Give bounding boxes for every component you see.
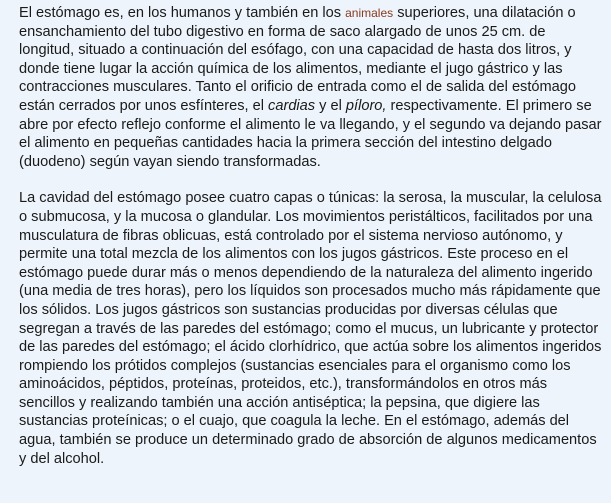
paragraph-stomach-layers: La cavidad del estómago posee cuatro capas o túnicas: la serosa, la muscular, la celulosa o submucosa, y la mucosa o glandular. Los movimientos peristálticos, facilitados por una musculatura de fibras oblicuas, está controlado por el sistema nervioso autónomo, y permite una total mezcla de los alimentos con los jugos gástricos. Este proceso en el estómago puede durar más o menos dependiendo de la naturaleza del alimento ingerido (una media de tres horas), pero los líquidos son procesados mucho más rápidamente que los sólidos. Los jugos gástricos son sustancias producidas por diversas células que segregan a través de las paredes del estómago; como el mucus, un lubricante y protector de las paredes del estómago; el ácido clorhídrico, que actúa sobre los alimentos ingeridos rompiendo los prótidos complejos (sustancias esenciales para el organismo como los aminoácidos, péptidos, proteínas, proteidos, etc.), transformándolos en otros más sencillos y realizando también una acción antiséptica; la pepsina, que digiere las sustancias proteínicas; o el cuajo, que coagula la leche. En el estómago, además del agua, también se produce un determinado grado de absorción de algunos medicamentos y del alcohol. [19, 190, 602, 467]
paragraph-text: superiores, una dilatación o ensanchamiento del tubo digestivo en forma de saco alargado de unos 25 cm. de longitud, situado a continuación del esófago, con una capacidad de hasta dos litros, y donde tiene lugar la acción química de los alimentos, mediante el jugo gástrico y las contracciones musculares. Tanto el orificio de entrada como el de salida del estómago están cerrados por unos esfínteres, el [19, 5, 577, 114]
paragraph-text: El estómago es, en los humanos y también en los [19, 5, 346, 21]
paragraph-text: y el [315, 97, 346, 114]
cardias-term: cardias [268, 97, 316, 114]
paragraph-text: respectivamente. El primero se abre por efecto reflejo conforme el alimento le va llegando, y el segundo va dejando pasar el alimento en pequeñas cantidades hacia la primera sección del intestino delgado (duodeno) según vayan siendo transformadas. [19, 97, 602, 170]
paragraph-stomach-definition [19, 4, 603, 171]
piloro-term: píloro, [345, 97, 387, 114]
animales-link[interactable]: animales [345, 6, 394, 20]
